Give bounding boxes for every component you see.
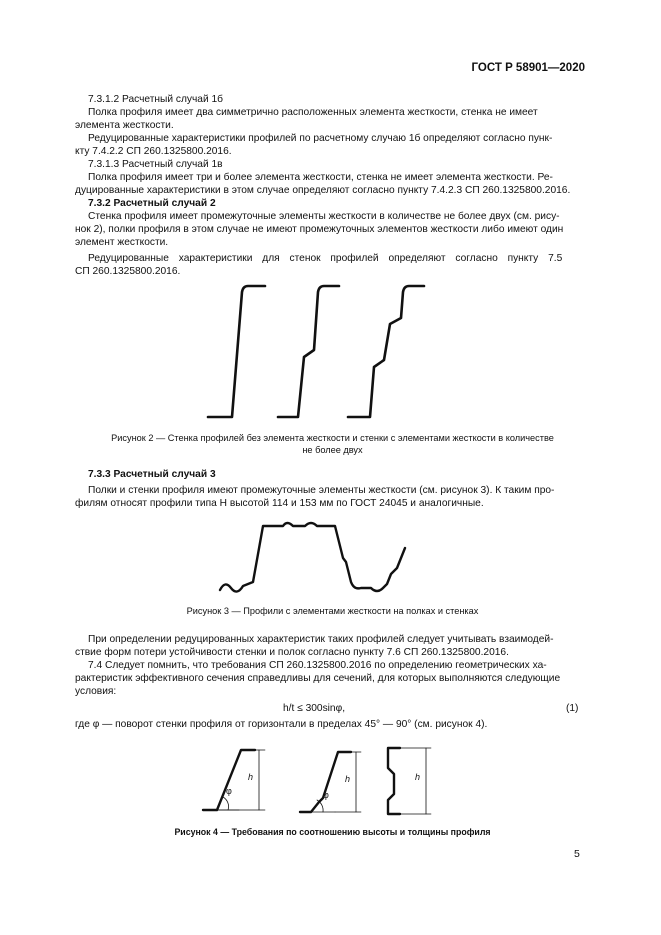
section-733-title: 7.3.3 Расчетный случай 3 [88, 469, 216, 480]
reduced-text-2: ствие форм потери устойчивости стенки и полок согласно пункту 7.6 СП 260.1325800.2016. [75, 647, 509, 658]
figure-3-caption: Рисунок 3 — Профили с элементами жесткости на полках и стенках [186, 606, 479, 616]
section-732-text-4: Редуцированные характеристики для стенок профилей определяют согласно пункту 7.5 [88, 253, 563, 264]
section-732-text-1: Стенка профиля имеет промежуточные элементы жесткости в количестве не более двух (см. рису- [88, 211, 560, 222]
figure-4-label-phi2: φ [323, 790, 329, 800]
section-7312-text-3: Редуцированные характеристики профилей по расчетному случаю 1б определяют согласно пунк- [88, 133, 553, 144]
section-7312-title: 7.3.1.2 Расчетный случай 1б [88, 94, 223, 105]
section-74-text-1: 7.4 Следует помнить, что требования СП 260.1325800.2016 по определению геометрических ха- [88, 660, 547, 671]
figure-4-label-h1: h [248, 772, 254, 782]
profile-angled-web-2 [300, 752, 351, 812]
section-7313-title: 7.3.1.3 Расчетный случай 1в [88, 159, 223, 170]
section-733-text-2: филям относят профили типа Н высотой 114 и 153 мм по ГОСТ 24045 и аналогичные. [75, 498, 484, 509]
section-74-text-3: условия: [75, 686, 117, 697]
figure-4-drawing [195, 742, 445, 822]
section-7312-text-4: кту 7.4.2.2 СП 260.1325800.2016. [75, 146, 232, 157]
section-732-title: 7.3.2 Расчетный случай 2 [88, 198, 216, 209]
formula-explanation: где φ — поворот стенки профиля от горизонтали в пределах 45° — 90° (см. рисунок 4). [75, 719, 488, 730]
profile-vertical-web [388, 748, 400, 814]
section-7312-text-1: Полка профиля имеет два симметрично расположенных элемента жесткости, стенка не имеет [88, 107, 538, 118]
section-7312-text-2: элемента жесткости. [75, 120, 174, 131]
figure-2-caption-line-2: не более двух [302, 445, 363, 455]
formula-number: (1) [566, 703, 579, 714]
figure-2-drawing [190, 282, 430, 422]
web-profile-plain [208, 286, 265, 417]
profile-with-stiffeners [220, 523, 405, 592]
figure-3-drawing [215, 518, 415, 598]
section-74-text-2: рактеристик эффективного сечения справедливы для сечений, для которых выполняются следующие [75, 673, 561, 684]
figure-4-label-h2: h [345, 774, 351, 784]
web-profile-one-stiffener [278, 286, 339, 417]
figure-4-caption: Рисунок 4 — Требования по соотношению высоты и толщины профиля [174, 827, 491, 837]
page-number: 5 [574, 848, 580, 860]
document-code: ГОСТ Р 58901—2020 [471, 62, 585, 74]
figure-4-label-h3: h [415, 772, 421, 782]
section-7313-text-2: дуцированные характеристики в этом случае определяют согласно пункту 7.4.2.3 СП 260.1325800.2016. [75, 185, 571, 196]
figure-2-caption-line-1: Рисунок 2 — Стенка профилей без элемента жесткости и стенки с элементами жесткости в количестве [111, 433, 554, 443]
figure-4-label-phi1: φ [226, 786, 232, 796]
section-732-text-5: СП 260.1325800.2016. [75, 266, 181, 277]
reduced-text-1: При определении редуцированных характеристик таких профилей следует учитывать взаимодей- [88, 634, 554, 645]
section-732-text-3: элемент жесткости. [75, 237, 169, 248]
section-7313-text-1: Полка профиля имеет три и более элемента жесткости, стенка не имеет элемента жесткости. Ре- [88, 172, 553, 183]
web-profile-two-stiffeners [348, 286, 424, 417]
formula: h/t ≤ 300sinφ, [283, 703, 346, 714]
section-732-text-2: нок 2), полки профиля в этом случае не имеют промежуточных элементов жесткости либо имеют один [75, 224, 564, 235]
section-733-text-1: Полки и стенки профиля имеют промежуточные элементы жесткости (см. рисунок 3). К таким про- [88, 485, 555, 496]
